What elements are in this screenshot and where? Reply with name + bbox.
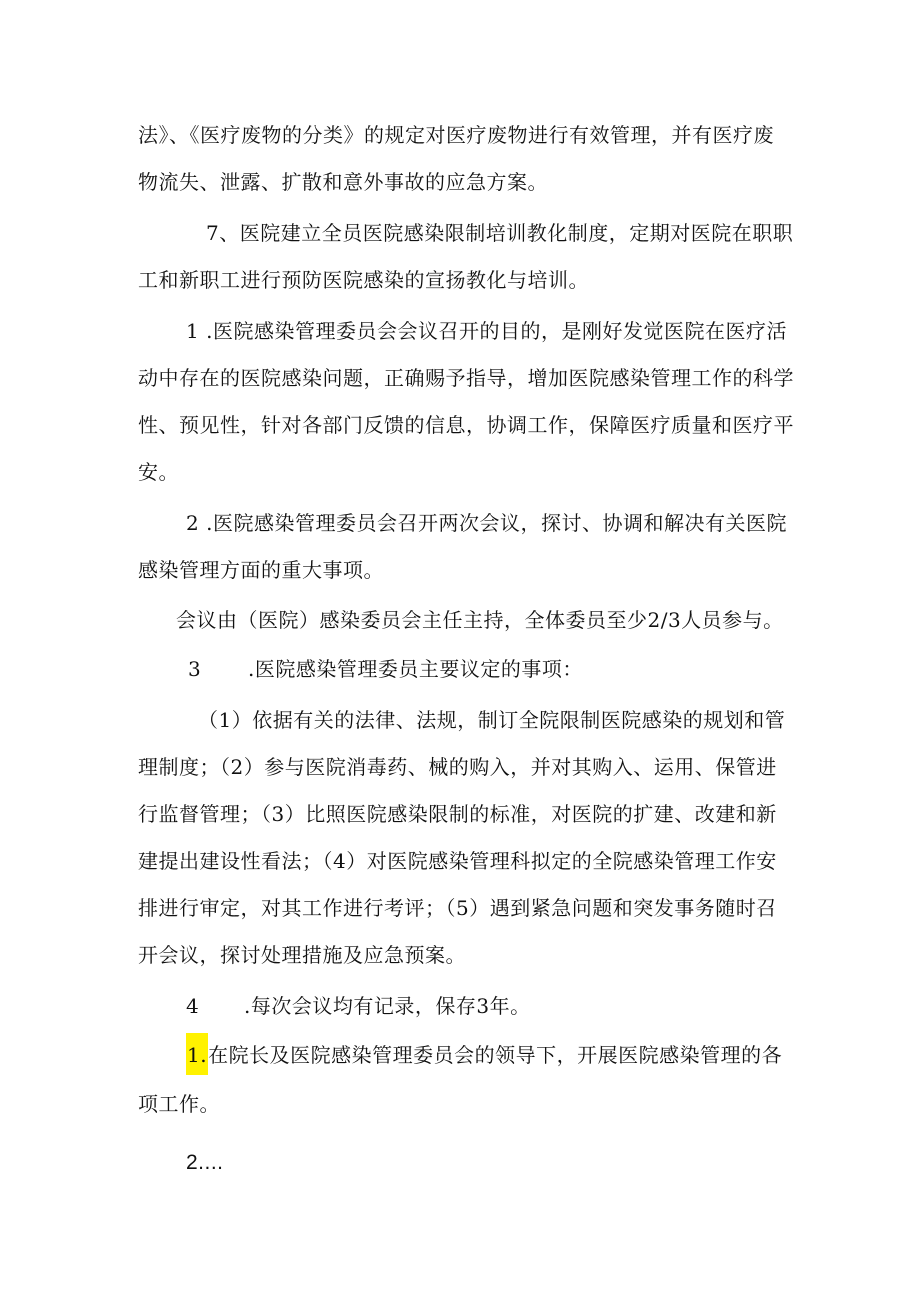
item-4-text: .每次会议均有记录，保存3年。 <box>244 994 531 1018</box>
item-3-text: .医院感染管理委员主要议定的事项： <box>248 657 583 681</box>
duty-1-line-2: 项工作。 <box>138 1092 220 1116</box>
item-3-details-line-2: 理制度；（2）参与医院消毒药、械的购入，并对其购入、运用、保管进 <box>138 755 777 779</box>
item-1-line-1: 1 .医院感染管理委员会会议召开的目的，是刚好发觉医院在医疗活 <box>186 319 787 343</box>
item-1-line-4: 安。 <box>138 460 179 484</box>
meeting-note: 会议由（医院）感染委员会主任主持，全体委员至少2/3人员参与。 <box>176 608 784 632</box>
duty-1-number-highlight: 1. <box>186 1033 208 1075</box>
item-3-details-line-4: 建提出建设性看法；（4）对医院感染管理科拟定的全院感染管理工作安 <box>138 849 777 873</box>
item-3-details-line-1: （1）依据有关的法律、法规，制订全院限制医院感染的规划和管 <box>198 708 786 732</box>
item-1-line-2: 动中存在的医院感染问题，正确赐予指导，增加医院感染管理工作的科学 <box>138 366 794 390</box>
duty-1-line-1 <box>186 1041 782 1069</box>
duty-2-truncated: 2.... <box>186 1151 224 1174</box>
item-3-details-line-3: 行监督管理；（3）比照医院感染限制的标准，对医院的扩建、改建和新 <box>138 802 777 826</box>
item-3-details-line-6: 开会议，探讨处理措施及应急预案。 <box>138 943 466 967</box>
paragraph-7-line-1: 7、医院建立全员医院感染限制培训教化制度，定期对医院在职职 <box>206 221 794 245</box>
item-3-details-line-5: 排进行审定，对其工作进行考评；（5）遇到紧急问题和突发事务随时召 <box>138 896 777 920</box>
paragraph-7-line-2: 工和新职工进行预防医院感染的宣扬教化与培训。 <box>138 268 589 292</box>
item-1-line-3: 性、预见性，针对各部门反馈的信息，协调工作，保障医疗质量和医疗平 <box>138 413 794 437</box>
paragraph-6-tail-line-1: 法》、《医疗废物的分类》的规定对医疗废物进行有效管理，并有医疗废 <box>138 123 774 147</box>
item-4-number: 4 <box>186 994 200 1018</box>
item-3-number: 3 <box>188 657 202 681</box>
duty-1-line-1-text: 在院长及医院感染管理委员会的领导下，开展医院感染管理的各 <box>208 1043 783 1067</box>
item-2-line-2: 感染管理方面的重大事项。 <box>138 558 384 582</box>
item-2-line-1: 2 .医院感染管理委员会召开两次会议，探讨、协调和解决有关医院 <box>186 511 787 535</box>
paragraph-6-tail-line-2: 物流失、泄露、扩散和意外事故的应急方案。 <box>138 170 548 194</box>
